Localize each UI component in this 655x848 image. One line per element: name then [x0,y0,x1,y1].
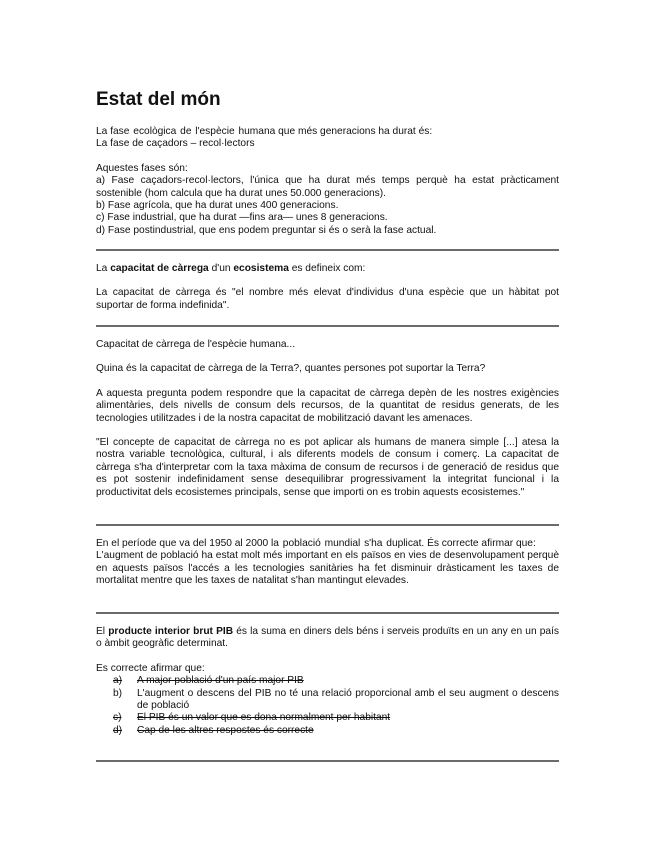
question-text: Quina és la capacitat de càrrega de la Terra?, quantes persones pot suportar la Terra? [96,363,486,375]
question-text: La capacitat de càrrega d'un ecosistema es defineix com: [96,263,366,274]
option-c: c) El PIB és un valor que es dona normalment per habitant [113,712,391,724]
phase-a: a) Fase caçadors-recol·lectors, l'única que ha durat més temps perquè ha estat pràcticament sostenible (hom calcula que ha durat unes 50.000 generacions). [96,175,559,199]
emphasis-term: la població mundial s'ha duplicat [271,538,422,549]
section-population [96,538,559,588]
bold-term: capacitat de càrrega [110,263,209,274]
divider [96,524,559,526]
phase-d: d) Fase postindustrial, que ens podem preguntar si és o serà la fase actual. [96,224,437,236]
phase-c: c) Fase industrial, que ha durat —fins ara— unes 8 generacions. [96,212,388,224]
divider [96,325,559,327]
option-d: d) Cap de les altres respostes és correcte [113,724,314,736]
bold-term: ecosistema [233,263,289,274]
section-gdp [96,626,559,737]
definition-text: La capacitat de càrrega és "el nombre més elevat d'individus d'una espècie que un hàbitat pot suportar de forma indefinida". [96,287,559,311]
divider [96,249,559,251]
answer-text: L'augment de població ha estat molt més important en els països en vies de desenvolupament perquè en aquests països l'accés a les tecnologies sanitàries ha fet disminuir dràsticament les taxes de mortalitat mentre que les taxes de natalitat s'han mantingut elevades. [96,550,559,587]
quote-paragraph: "El concepte de capacitat de càrrega no es pot aplicar als humans de manera simple [...] atesa la nostra variable tecnològica, cultural, i als diferents models de consum i comerç. La capacitat de càrrega s'ha d'interpretar com la taxa màxima de consum de recursos i de generació de residus que es pot sostenir indefinidament sense desequilibrar progressivament la integritat funcional i la productivitat dels ecosistemes principals, sense que importi on es trobin aquests ecosistemes." [96,437,559,498]
divider [96,760,559,762]
emphasis-term: fase ecològica de l'espècie humana [110,126,276,137]
option-b: b) L'augment o descens del PIB no té una relació proporcional amb el seu augment o descens de població [113,687,559,712]
options-intro: Es correcte afirmar que: [96,662,205,674]
section-ecological-phase [96,126,559,237]
phase-b: b) Fase agrícola, que ha durat unes 400 generacions. [96,200,339,212]
answer-text: La fase de caçadors – recol·lectors [96,138,255,150]
question-text: El producte interior brut PIB és la suma en diners dels béns i serveis produïts en un any en un país o àmbit geogràfic determinat. [96,626,559,650]
bold-term: producte interior brut PIB [108,626,234,637]
option-a: a) A major població d'un país major PIB [113,675,304,687]
section-carrying-capacity [96,263,559,312]
divider [96,612,559,614]
question-text: La fase ecològica de l'espècie humana que més generacions ha durat és: [96,126,433,137]
question-text: En el període que va del 1950 al 2000 la població mundial s'ha duplicat. És correcte afirmar que: [96,538,536,549]
answer-paragraph: A aquesta pregunta podem respondre que la capacitat de càrrega depèn de les nostres exigències alimentàries, dels nivells de consum dels recursos, de la quantitat de residus generats, de les tecnologies utilitzades i de la nostra capacitat de mobilització davant les amenaces. [96,387,559,424]
section-heading: Capacitat de càrrega de l'espècie humana... [96,339,296,350]
section-human-capacity [96,339,559,499]
page-title: Estat del món [96,89,221,110]
phases-intro: Aquestes fases són: [96,162,188,174]
answer-options [96,675,559,737]
